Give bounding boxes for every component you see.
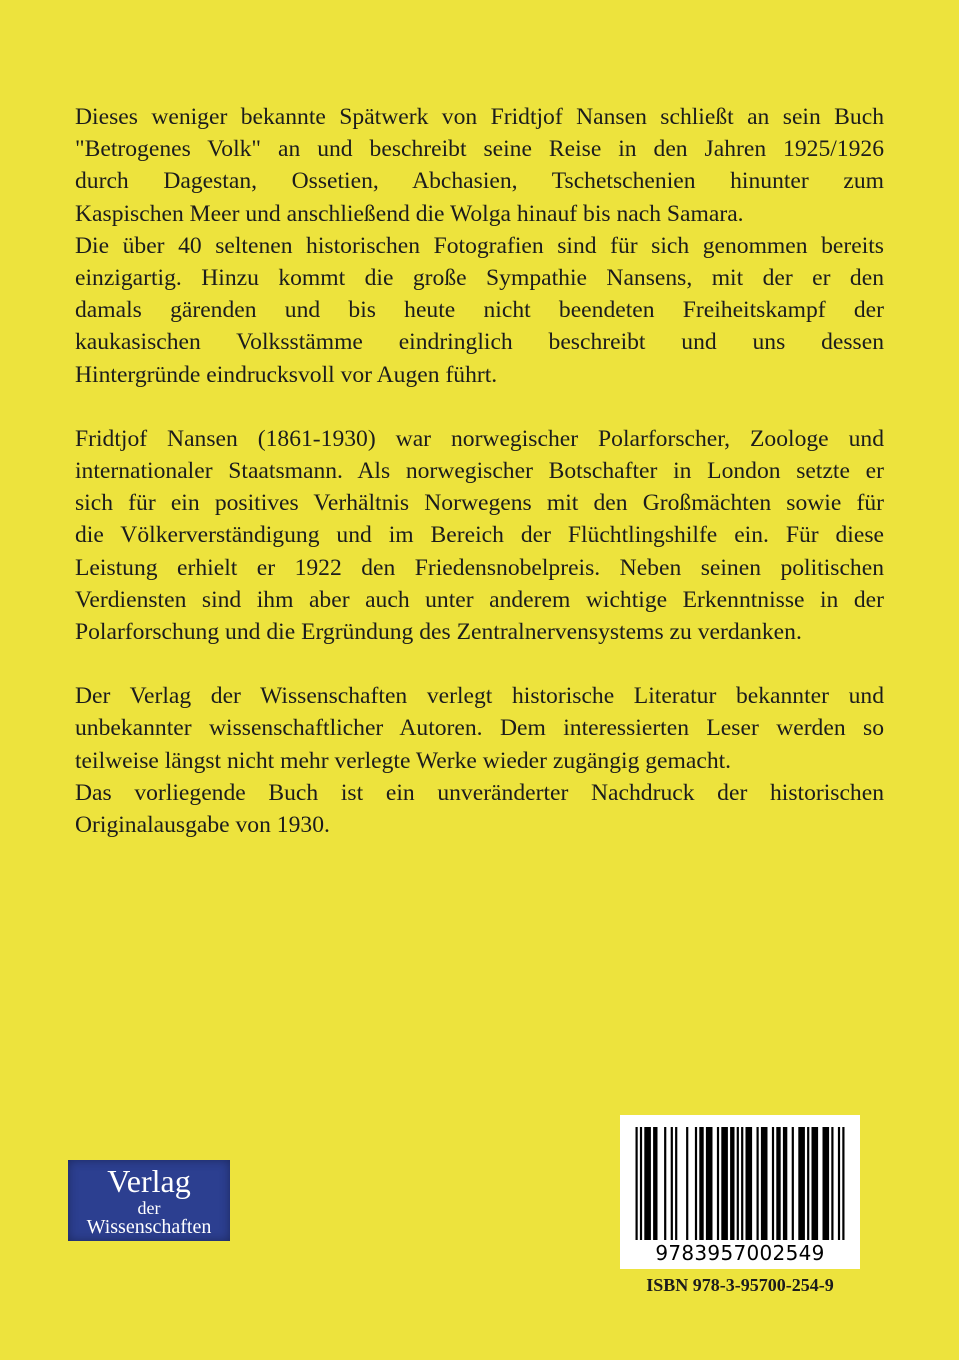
blurb-line: Der Verlag der Wissenschaften verlegt historische Literatur bekannter und [75, 683, 884, 710]
barcode-bar [746, 1127, 753, 1240]
blurb-line: Polarforschung und die Ergründung des Zentralnervensystems zu verdanken. [75, 619, 802, 646]
barcode-bar [653, 1127, 657, 1240]
isbn-label: ISBN 978-3-95700-254-9 [646, 1275, 834, 1295]
publisher-logo [68, 1160, 230, 1241]
barcode-bar [741, 1127, 743, 1240]
blurb-line: sich für ein positives Verhältnis Norwegens mit den Großmächten sowie für [75, 490, 884, 517]
barcode-bar [831, 1127, 833, 1240]
barcode-bar [664, 1127, 666, 1240]
blurb-line: "Betrogenes Volk" an und beschreibt seine Reise in den Jahren 1925/1926 [75, 136, 884, 163]
barcode-bar [807, 1127, 809, 1240]
blurb-line: Das vorliegende Buch ist ein unveränderter Nachdruck der historischen [75, 779, 884, 806]
barcode-bar [783, 1127, 787, 1240]
barcode-bar [721, 1127, 728, 1240]
barcode-bar [812, 1127, 819, 1240]
barcode-bar [730, 1127, 734, 1240]
barcode [620, 1115, 860, 1269]
barcode-digits: 9783957002549 [655, 1241, 825, 1265]
barcode-bar [842, 1127, 844, 1240]
barcode-bar [761, 1127, 768, 1240]
barcode-bar [686, 1127, 688, 1240]
barcode-bar [636, 1127, 638, 1240]
logo-line-der: der [137, 1198, 161, 1218]
barcode-bar [675, 1127, 677, 1240]
blurb-line: Verdiensten sind ihm aber auch unter anderem wichtige Erkenntnisse in der [75, 586, 884, 613]
blurb-line: Dieses weniger bekannte Spätwerk von Fridtjof Nansen schließt an sein Buch [75, 104, 884, 130]
logo-line-verlag: Verlag [107, 1163, 191, 1199]
barcode-bar [706, 1127, 713, 1240]
barcode-bar [717, 1127, 719, 1240]
blurb-text [75, 101, 884, 841]
barcode-bar [772, 1127, 774, 1240]
blurb-line: Leistung erhielt er 1922 den Friedensnobelpreis. Neben seinen politischen [75, 554, 884, 581]
blurb-line: Hintergründe eindrucksvoll vor Augen führt. [75, 361, 498, 388]
logo-line-wissenschaften: Wissenschaften [86, 1216, 212, 1238]
barcode-bar [838, 1127, 840, 1240]
blurb-line: Die über 40 seltenen historischen Fotografien sind für sich genommen bereits [75, 232, 884, 259]
barcode-bar [823, 1127, 830, 1240]
blurb-line: die Völkerverständigung und im Bereich der Flüchtlingshilfe ein. Für diese [75, 522, 884, 549]
blurb-line: Fridtjof Nansen (1861-1930) war norwegischer Polarforscher, Zoologe und [75, 425, 884, 452]
blurb-line: damals gärenden und bis heute nicht beendeten Freiheitskampf der [75, 297, 884, 324]
barcode-bar [695, 1127, 697, 1240]
blurb-line: unbekannter wissenschaftlicher Autoren. Dem interessierten Leser werden so [75, 715, 884, 742]
barcode-bar [644, 1127, 651, 1240]
barcode-bar [671, 1127, 673, 1240]
blurb-line: durch Dagestan, Ossetien, Abchasien, Tschetschenien hinunter zum [75, 168, 884, 195]
blurb-line: Kaspischen Meer und anschließend die Wolga hinauf bis nach Samara. [75, 200, 744, 227]
barcode-bar [699, 1127, 703, 1240]
barcode-bar [798, 1127, 805, 1240]
barcode-bar [737, 1127, 739, 1240]
blurb-line: kaukasischen Volksstämme eindringlich beschreibt und uns dessen [75, 329, 884, 356]
barcode-bar [640, 1127, 642, 1240]
barcode-bar [757, 1127, 759, 1240]
blurb-line: teilweise längst nicht mehr verlegte Werke wieder zugängig gemacht. [75, 747, 732, 774]
barcode-bar [776, 1127, 780, 1240]
blurb-line: Originalausgabe von 1930. [75, 812, 330, 839]
barcode-bar [792, 1127, 794, 1240]
blurb-line: internationaler Staatsmann. Als norwegischer Botschafter in London setzte er [75, 458, 884, 485]
blurb-line: einzigartig. Hinzu kommt die große Sympathie Nansens, mit der er den [75, 265, 884, 292]
